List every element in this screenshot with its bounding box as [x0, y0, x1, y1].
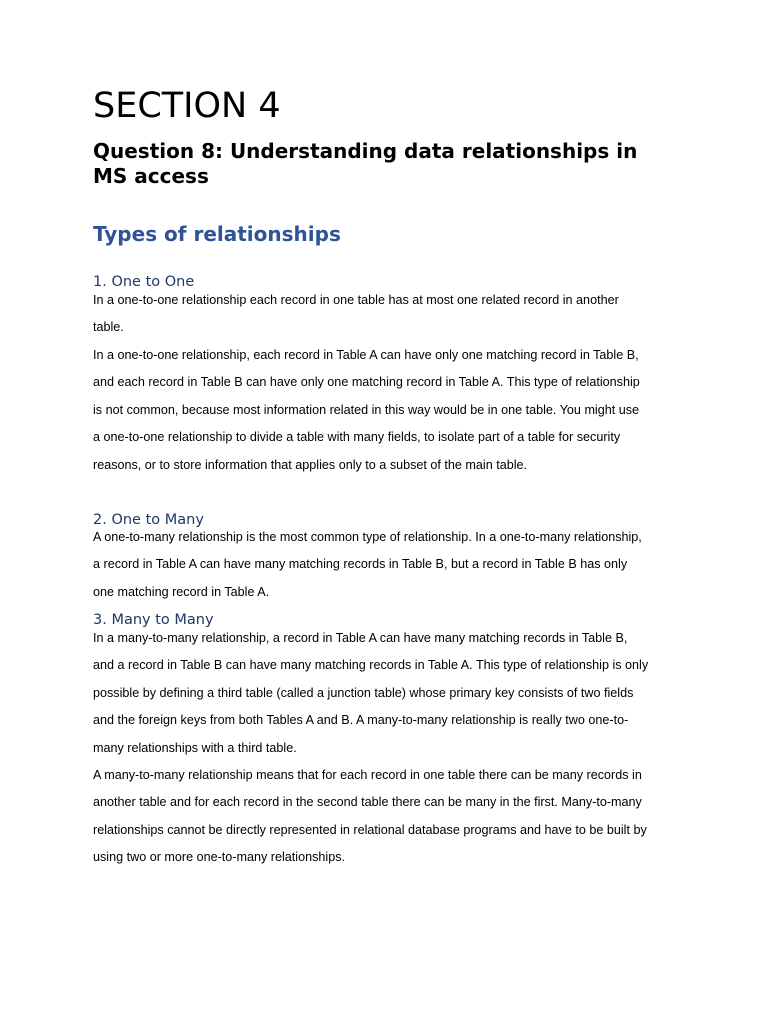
- one-to-one-paragraph-2: In a one-to-one relationship, each record in Table A can have only one matching record in Table B, and each record in Table B can have only one matching record in Table A. This type of relationship is not common, because most information related in this way would be in one table. You might use a one-to-one relationship to divide a table with many fields, to isolate part of a table for security reasons, or to store information that applies only to a subset of the main table.: [93, 348, 640, 472]
- heading-one-to-many: 2. One to Many: [93, 512, 204, 528]
- heading-one-to-one: 1. One to One: [93, 274, 195, 290]
- one-to-one-paragraph-1: In a one-to-one relationship each record in one table has at most one related record in another table.: [93, 293, 619, 335]
- heading-many-to-many: 3. Many to Many: [93, 612, 214, 628]
- types-heading: Types of relationships: [93, 222, 341, 246]
- many-to-many-paragraph-2: A many-to-many relationship means that for each record in one table there can be many records in another table and for each record in the second table there can be many in the first. Many-to-many relationships cannot be directly represented in relational database programs and have to be built by using two or more one-to-many relationships.: [93, 768, 647, 865]
- many-to-many-paragraph-1: In a many-to-many relationship, a record in Table A can have many matching records in Table B, and a record in Table B can have many matching records in Table A. This type of relationship is only possible by defining a third table (called a junction table) whose primary key consists of two fields and the foreign keys from both Tables A and B. A many-to-many relationship is really two one-to-many relationships with a third table.: [93, 631, 649, 755]
- section-title: SECTION 4: [93, 86, 281, 126]
- question-title: Question 8: Understanding data relationships in MS access: [93, 139, 638, 188]
- one-to-many-paragraph-1: A one-to-many relationship is the most common type of relationship. In a one-to-many relationship, a record in Table A can have many matching records in Table B, but a record in Table B has only one matching record in Table A.: [93, 530, 642, 599]
